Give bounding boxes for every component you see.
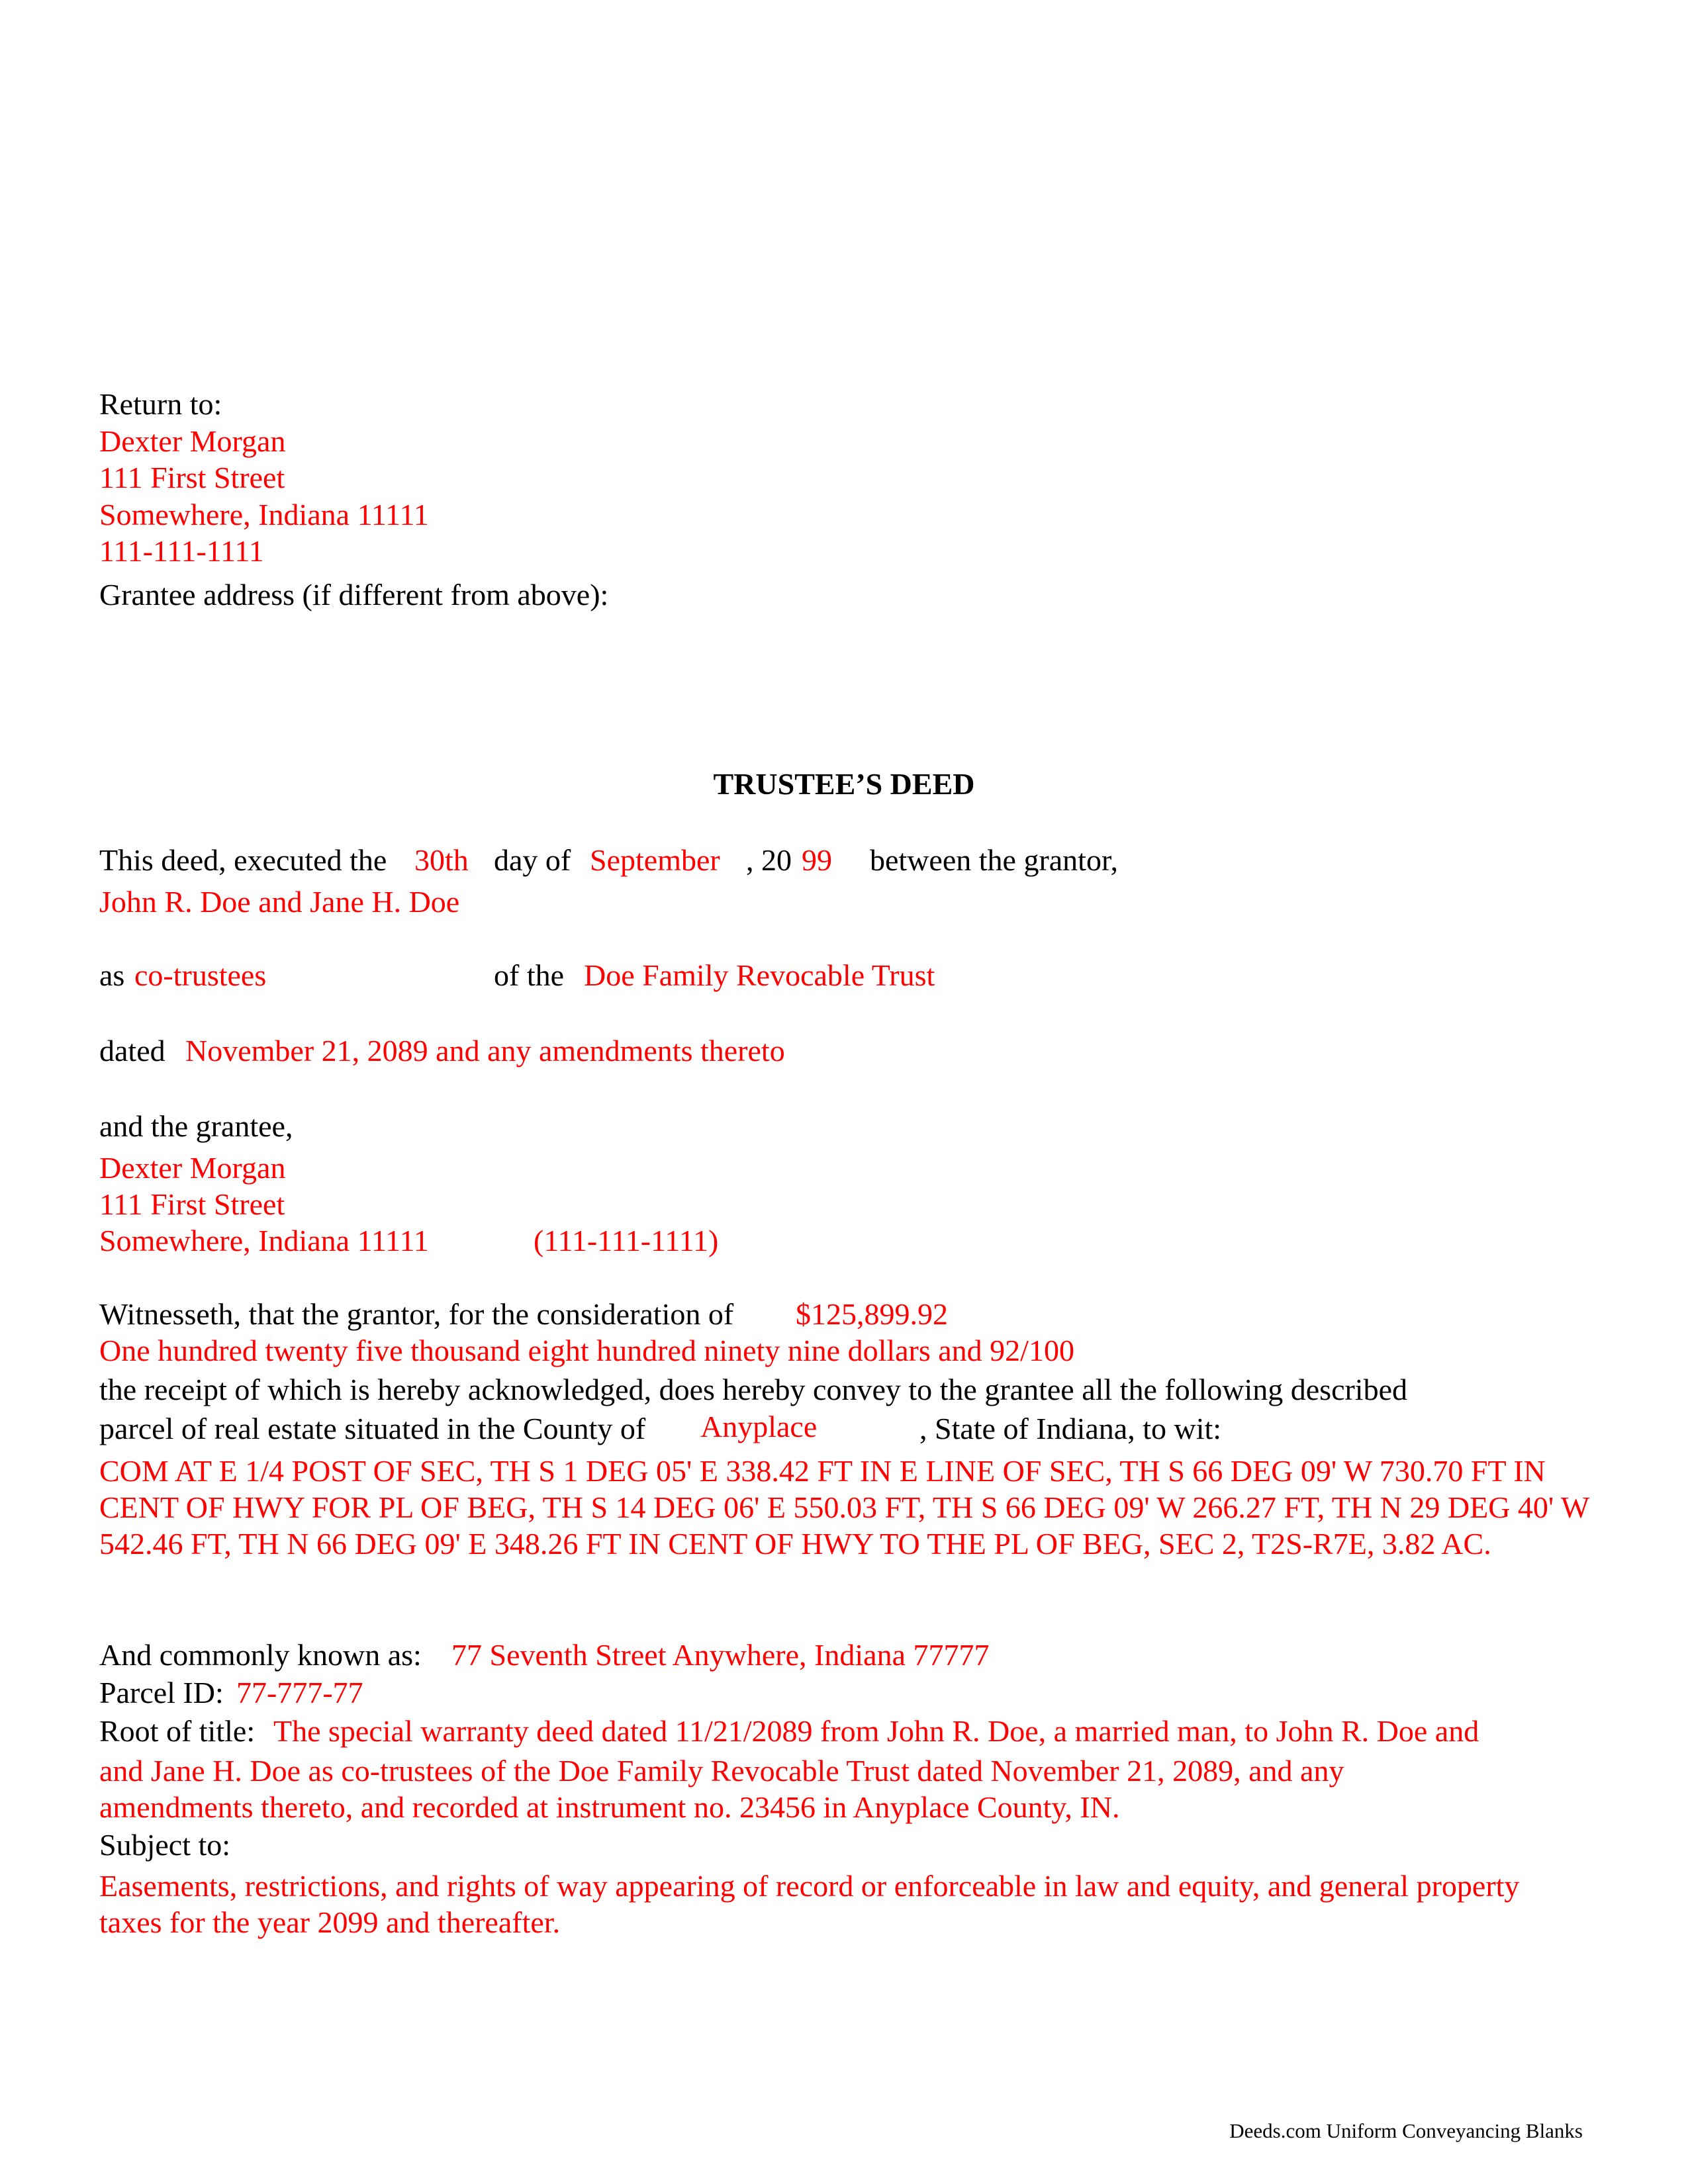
root-of-title-line1: The special warranty deed dated 11/21/2089 from John R. Doe, a married man, to John R. Doe and <box>273 1714 1479 1748</box>
parcel-id-label: Parcel ID: <box>99 1676 224 1709</box>
common-address-value: 77 Seventh Street Anywhere, Indiana 77777 <box>451 1638 990 1672</box>
dated-label: dated <box>99 1034 165 1068</box>
execution-between: between the grantor, <box>870 843 1118 877</box>
grantee-street: 111 First Street <box>99 1187 285 1221</box>
subject-to-label: Subject to: <box>99 1828 231 1862</box>
execution-day-of: day of <box>494 843 571 877</box>
root-of-title-label: Root of title: <box>99 1714 256 1748</box>
grantee-address-label: Grantee address (if different from above): <box>99 578 609 612</box>
subject-to-value: Easements, restrictions, and rights of way appearing of record or enforceable in law and equity, and general property taxes for the year 2099 and thereafter. <box>99 1869 1520 1939</box>
return-to-street: 111 First Street <box>99 461 285 494</box>
execution-year: 99 <box>802 843 832 877</box>
execution-day: 30th <box>414 843 469 877</box>
execution-month: September <box>590 843 720 877</box>
capacity-of-the: of the <box>494 958 565 992</box>
execution-year-prefix: , 20 <box>746 843 792 877</box>
consideration-words: One hundred twenty five thousand eight hundred ninety nine dollars and 92/100 <box>99 1334 1074 1367</box>
return-to-label: Return to: <box>99 387 222 421</box>
document-title: TRUSTEE’S DEED <box>713 767 975 801</box>
trust-name: Doe Family Revocable Trust <box>584 958 935 992</box>
root-of-title-line2: and Jane H. Doe as co-trustees of the Doe Family Revocable Trust dated November 21, 2089, and any <box>99 1754 1344 1788</box>
grantor-names: John R. Doe and Jane H. Doe <box>99 885 460 919</box>
receipt-text: the receipt of which is hereby acknowledged, does hereby convey to the grantee all the following described <box>99 1373 1408 1406</box>
footer-text: Deeds.com Uniform Conveyancing Blanks <box>1229 2119 1583 2142</box>
consideration-amount: $125,899.92 <box>796 1297 948 1331</box>
state-suffix: , State of Indiana, to wit: <box>919 1412 1222 1445</box>
grantee-name: Dexter Morgan <box>99 1151 286 1185</box>
return-to-city: Somewhere, Indiana 11111 <box>99 498 429 531</box>
parcel-prefix: parcel of real estate situated in the County of <box>99 1412 646 1445</box>
return-to-name: Dexter Morgan <box>99 424 286 458</box>
consideration-prefix: Witnesseth, that the grantor, for the consideration of <box>99 1297 734 1331</box>
legal-description: COM AT E 1/4 POST OF SEC, TH S 1 DEG 05' E 338.42 FT IN E LINE OF SEC, TH S 66 DEG 09' W 730.70 FT IN CENT OF HWY FOR PL OF BEG, TH S 14 DEG 06' E 550.03 FT, TH S 66 DEG 09' W 266.27 FT, TH N 29 DEG 40' W 542.46 FT, TH N 66 DEG 09' E 348.26 FT IN CENT OF HWY TO THE PL OF BEG, SEC 2, T2S-R7E, 3.82 AC. <box>99 1454 1589 1561</box>
root-of-title-line3: amendments thereto, and recorded at instrument no. 23456 in Anyplace County, IN. <box>99 1790 1120 1824</box>
common-address-label: And commonly known as: <box>99 1638 422 1672</box>
capacity-role: co-trustees <box>134 958 267 992</box>
county-name: Anyplace <box>700 1410 818 1443</box>
dated-value: November 21, 2089 and any amendments thereto <box>185 1034 785 1068</box>
capacity-as: as <box>99 958 125 992</box>
grantee-city: Somewhere, Indiana 11111 <box>99 1224 429 1257</box>
grantee-phone: (111-111-1111) <box>534 1224 719 1257</box>
grantee-label: and the grantee, <box>99 1109 293 1143</box>
return-to-phone: 111-111-1111 <box>99 534 264 568</box>
parcel-id-value: 77-777-77 <box>236 1676 363 1709</box>
execution-prefix: This deed, executed the <box>99 843 387 877</box>
